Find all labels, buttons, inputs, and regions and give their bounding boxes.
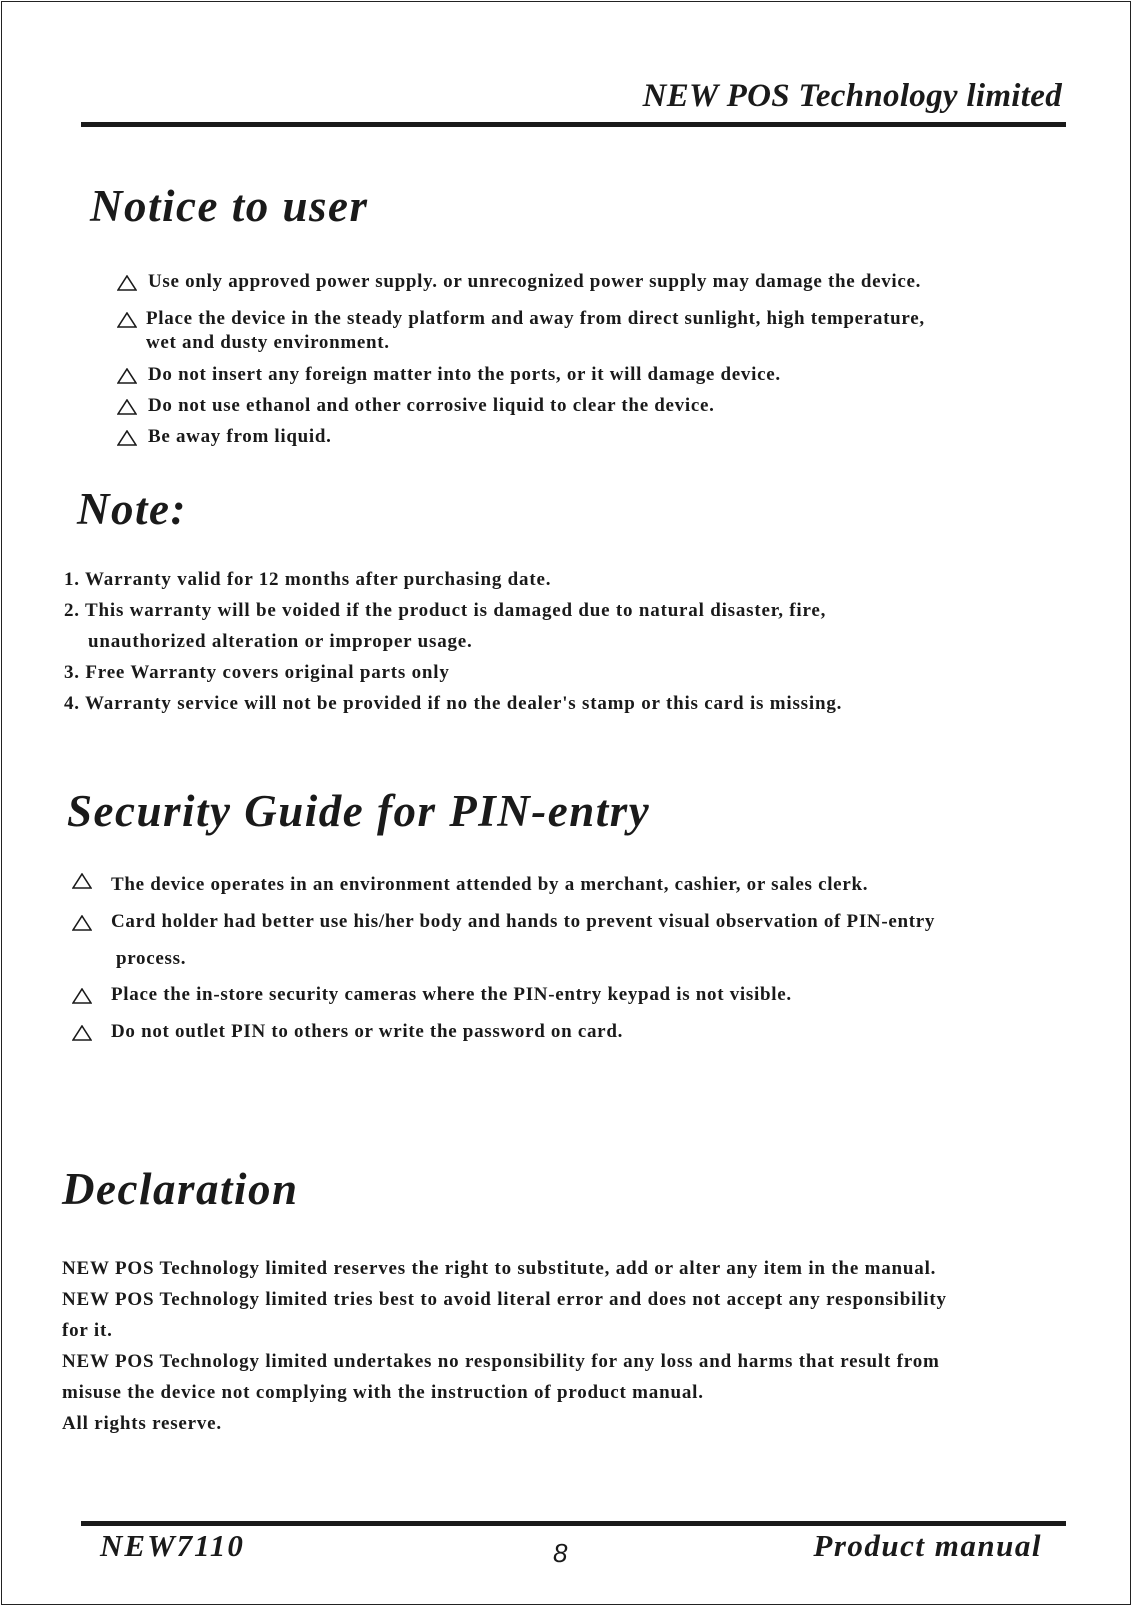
- notice-title: Notice to user: [90, 181, 369, 231]
- note-line: 1. Warranty valid for 12 months after purchasing date.: [64, 569, 552, 590]
- note-line: 2. This warranty will be voided if the product is damaged due to natural disaster, fire,: [64, 600, 827, 621]
- note-line: 4. Warranty service will not be provided if no the dealer's stamp or this card is missing.: [64, 693, 843, 714]
- warning-triangle-icon: [72, 915, 94, 931]
- notice-item-text: Do not insert any foreign matter into the ports, or it will damage device.: [148, 364, 781, 385]
- declaration-line: All rights reserve.: [62, 1413, 222, 1434]
- footer-doc-title: Product manual: [813, 1528, 1042, 1563]
- declaration-line: NEW POS Technology limited undertakes no responsibility for any loss and harms that result from: [62, 1351, 940, 1372]
- security-item-text: Place the in-store security cameras where the PIN-entry keypad is not visible.: [111, 984, 792, 1005]
- security-item-text: Card holder had better use his/her body and hands to prevent visual observation of PIN-entry: [111, 911, 936, 932]
- warning-triangle-icon: [72, 988, 94, 1004]
- security-title: Security Guide for PIN-entry: [67, 786, 651, 836]
- notice-item: [117, 363, 781, 387]
- notice-item: [117, 270, 921, 294]
- declaration-line: misuse the device not complying with the instruction of product manual.: [62, 1382, 704, 1403]
- notice-item: [117, 425, 332, 449]
- security-item: [72, 1020, 623, 1044]
- notice-item-text: Be away from liquid.: [148, 426, 332, 447]
- security-item: [72, 910, 935, 971]
- note-line-cont: unauthorized alteration or improper usage.: [88, 631, 473, 652]
- declaration-line: NEW POS Technology limited tries best to avoid literal error and does not accept any responsibility: [62, 1289, 947, 1310]
- notice-item: [117, 394, 715, 418]
- notice-item-text: Place the device in the steady platform and away from direct sunlight, high temperature,: [146, 308, 925, 329]
- warning-triangle-icon: [72, 873, 94, 889]
- security-item-text-cont: process.: [116, 948, 187, 969]
- notice-item-text: Use only approved power supply. or unrecognized power supply may damage the device.: [148, 271, 922, 292]
- note-line: 3. Free Warranty covers original parts only: [64, 662, 450, 683]
- notice-item: [117, 307, 925, 355]
- notice-item-text: Do not use ethanol and other corrosive liquid to clear the device.: [148, 395, 715, 416]
- declaration-line: NEW POS Technology limited reserves the right to substitute, add or alter any item in the manual.: [62, 1258, 937, 1279]
- warning-triangle-icon: [72, 1025, 94, 1041]
- notice-item-text-cont: wet and dusty environment.: [146, 332, 390, 353]
- header-rule: [81, 122, 1066, 127]
- warning-triangle-icon: [117, 399, 139, 415]
- warning-triangle-icon: [117, 430, 139, 446]
- declaration-title: Declaration: [62, 1164, 299, 1214]
- warning-triangle-icon: [117, 312, 139, 328]
- footer-rule: [81, 1521, 1066, 1526]
- warning-triangle-icon: [117, 368, 139, 384]
- security-item-text: The device operates in an environment attended by a merchant, cashier, or sales clerk.: [111, 874, 869, 895]
- warning-triangle-icon: [117, 275, 139, 291]
- security-item-text: Do not outlet PIN to others or write the password on card.: [111, 1021, 624, 1042]
- note-title: Note:: [77, 484, 187, 534]
- header-company: NEW POS Technology limited: [642, 78, 1062, 114]
- declaration-line: for it.: [62, 1320, 113, 1341]
- page-number: 8: [553, 1538, 568, 1568]
- security-item: [72, 873, 868, 897]
- security-item: [72, 983, 792, 1007]
- footer-model: NEW7110: [100, 1528, 245, 1563]
